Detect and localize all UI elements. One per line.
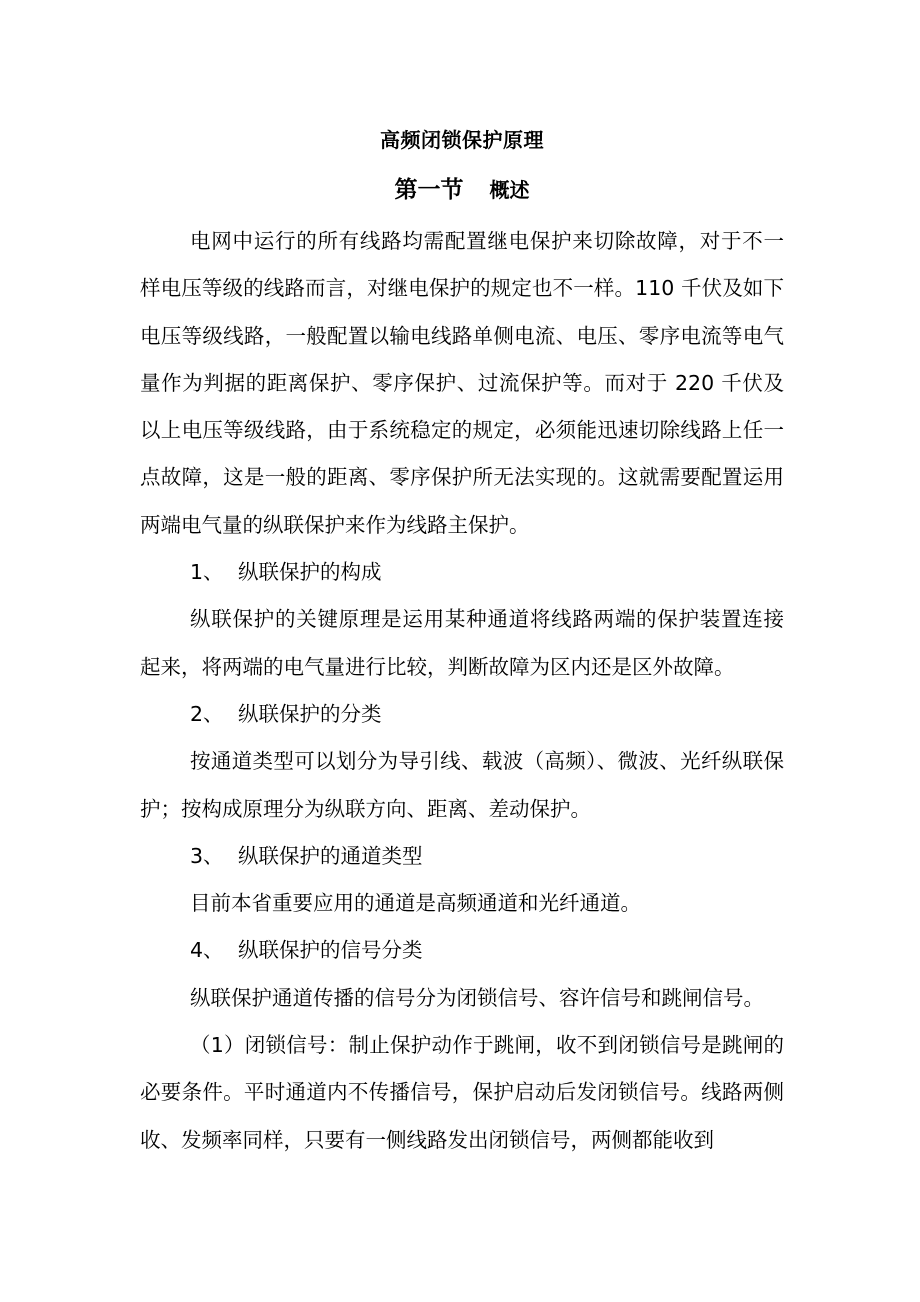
heading-2-text: 纵联保护的分类 <box>238 701 382 726</box>
heading-1 <box>140 549 784 596</box>
heading-1-number: 1、 <box>190 560 224 585</box>
document-body <box>140 218 784 1164</box>
paragraph-4: 纵联保护通道传播的信号分为闭锁信号、容许信号和跳闸信号。 <box>190 985 764 1010</box>
heading-4 <box>140 927 784 974</box>
document-title: 高频闭锁保护原理 <box>380 128 544 152</box>
paragraph-2: 按通道类型可以划分为导引线、载波（高频）、微波、光纤纵联保护；按构成原理分为纵联方向、距离、差动保护。 <box>140 749 784 821</box>
paragraph-1: 纵联保护的关键原理是运用某种通道将线路两端的保护装置连接起来，将两端的电气量进行比较，判断故障为区内还是区外故障。 <box>140 607 784 679</box>
heading-4-text: 纵联保护的信号分类 <box>238 938 423 963</box>
intro-paragraph: 电网中运行的所有线路均需配置继电保护来切除故障，对于不一样电压等级的线路而言，对继电保护的规定也不一样。110 千伏及如下电压等级线路，一般配置以输电线路单侧电流、电压、零序电流等电气量作为判据的距离保护、零序保护、过流保护等。而对于 220 千伏及以上电压等级线路，由于系统稳定的规定，必须能迅速切除线路上任一点故障，这是一般的距离、零序保护所无法实现的。这就需要配置运用两端电气量的纵联保护来作为线路主保护。 <box>140 229 784 537</box>
section-label: 第一节 <box>394 177 464 203</box>
heading-2 <box>140 691 784 738</box>
section-title <box>140 171 784 204</box>
heading-1-text: 纵联保护的构成 <box>238 560 382 585</box>
heading-4-number: 4、 <box>190 938 224 963</box>
paragraph-5: （1）闭锁信号：制止保护动作于跳闸，收不到闭锁信号是跳闸的必要条件。平时通道内不传播信号，保护启动后发闭锁信号。线路两侧收、发频率同样，只要有一侧线路发出闭锁信号，两侧都能收到 <box>140 1033 784 1152</box>
paragraph-3: 目前本省重要应用的通道是高频通道和光纤通道。 <box>190 891 641 916</box>
heading-3-text: 纵联保护的通道类型 <box>238 843 423 868</box>
heading-2-number: 2、 <box>190 701 224 726</box>
heading-3 <box>140 833 784 880</box>
heading-3-number: 3、 <box>190 843 224 868</box>
section-name: 概述 <box>489 178 530 202</box>
